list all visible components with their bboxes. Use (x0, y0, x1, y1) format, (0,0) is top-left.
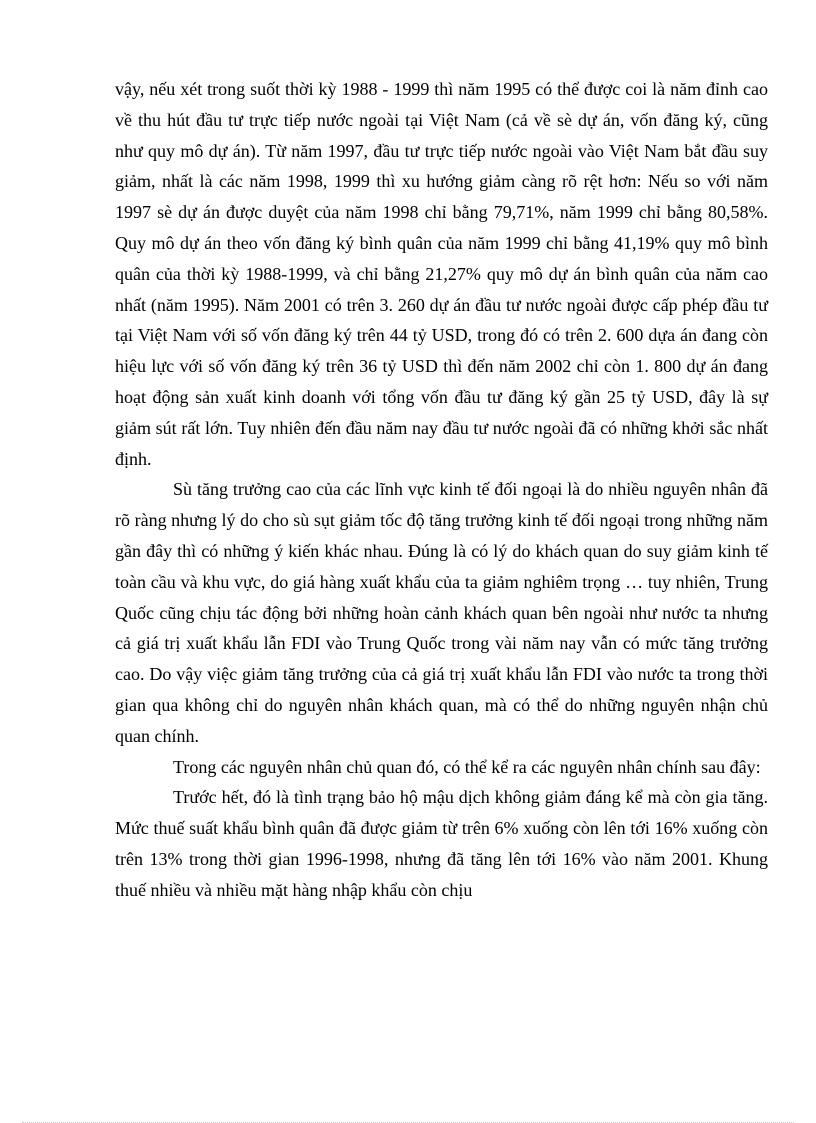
document-body (115, 74, 768, 906)
paragraph-2: Sù tăng trưởng cao của các lĩnh vực kinh tế đối ngoại là do nhiều nguyên nhân đã rõ ràng nhưng lý do cho sù sụt giảm tốc độ tăng trưởng kinh tế đối ngoại trong những năm gần đây thì có những ý kiến khác nhau. Đúng là có lý do khách quan do suy giảm kinh tế toàn cầu và khu vực, do giá hàng xuất khẩu của ta giảm nghiêm trọng … tuy nhiên, Trung Quốc cũng chịu tác động bởi những hoàn cảnh khách quan bên ngoài như nước ta nhưng cả giá trị xuất khẩu lẫn FDI vào Trung Quốc trong vài năm nay vẫn có mức tăng trưởng cao. Do vậy việc giảm tăng trưởng của cả giá trị xuất khẩu lẫn FDI vào nước ta trong thời gian qua không chỉ do nguyên nhân khách quan, mà có thể do những nguyên nhận chủ quan chính. (115, 479, 768, 746)
paragraph-1: vậy, nếu xét trong suốt thời kỳ 1988 - 1999 thì năm 1995 có thể được coi là năm đỉnh cao về thu hút đầu tư trực tiếp nước ngoài tại Việt Nam (cả về sè dự án, vốn đăng ký, cũng như quy mô dự án). Từ năm 1997, đầu tư trực tiếp nước ngoài vào Việt Nam bắt đầu suy giảm, nhất là các năm 1998, 1999 thì xu hướng giảm càng rõ rệt hơn: Nếu so với năm 1997 sè dự án được duyệt của năm 1998 chỉ bằng 79,71%, năm 1999 chỉ bằng 80,58%. Quy mô dự án theo vốn đăng ký bình quân của năm 1999 chỉ bằng 41,19% quy mô bình quân của thời kỳ 1988-1999, và chỉ bằng 21,27% quy mô dự án bình quân của năm cao nhất (năm 1995). Năm 2001 có trên 3. 260 dự án đầu tư nước ngoài được cấp phép đầu tư tại Việt Nam với số vốn đăng ký trên 44 tỷ USD, trong đó có trên 2. 600 dựa án đang còn hiệu lực với số vốn đăng ký trên 36 tỷ USD thì đến năm 2002 chỉ còn 1. 800 dự án đang hoạt động sản xuất kinh doanh với tổng vốn đầu tư đăng ký gần 25 tỷ USD, đây là sự giảm sút rất lớn. Tuy nhiên đến đầu năm nay đầu tư nước ngoài đã có những khởi sắc nhất định. (115, 79, 768, 469)
paragraph-4: Trước hết, đó là tình trạng bảo hộ mậu dịch không giảm đáng kể mà còn gia tăng. Mức thuế suất khẩu bình quân đã được giảm từ trên 6% xuống còn lên tới 16% xuống còn trên 13% trong thời gian 1996-1998, nhưng đã tăng lên tới 16% vào năm 2001. Khung thuế nhiều và nhiều mặt hàng nhập khẩu còn chịu (115, 787, 768, 900)
paragraph-3: Trong các nguyên nhân chủ quan đó, có thể kể ra các nguyên nhân chính sau đây: (173, 756, 761, 777)
